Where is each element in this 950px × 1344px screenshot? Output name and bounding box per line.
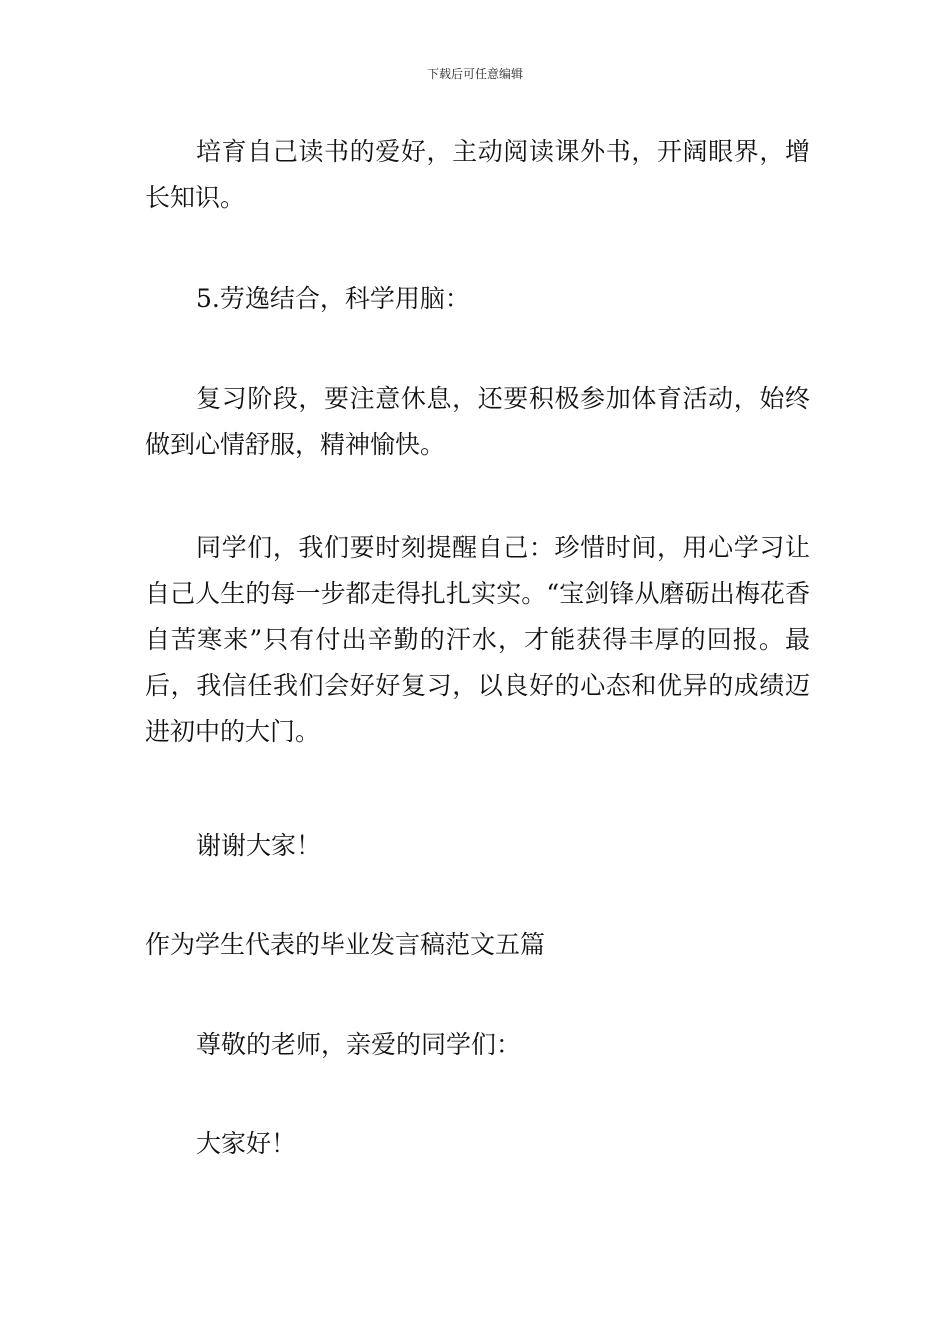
paragraph-text: 尊敬的老师，亲爱的同学们：: [196, 1030, 522, 1059]
paragraph-encouragement: [145, 525, 810, 755]
paragraph-text: 大家好！: [196, 1129, 297, 1158]
paragraph-text: 谢谢大家！: [196, 831, 322, 860]
paragraph-thanks: [145, 823, 810, 869]
section-title: [145, 922, 810, 968]
paragraph-reading-habit: [145, 129, 810, 221]
page-header: 下载后可任意编辑: [426, 67, 523, 81]
paragraph-hello: [145, 1121, 810, 1167]
paragraph-greeting: [145, 1022, 810, 1068]
paragraph-text: 同学们，我们要时刻提醒自己：珍惜时间，用心学习让自己人生的每一步都走得扎扎实实。“宝剑锋从磨砺出梅花香自苦寒来”只有付出辛勤的汗水，才能获得丰厚的回报。最后，我信任我们会好好复习，以良好的心态和优异的成绩迈进初中的大门。: [145, 533, 810, 746]
paragraph-text: 5.劳逸结合，科学用脑：: [196, 284, 470, 313]
paragraph-text: 培育自己读书的爱好，主动阅读课外书，开阔眼界，增长知识。: [145, 137, 810, 212]
paragraph-review-rest: [145, 376, 810, 468]
paragraph-text: 复习阶段，要注意休息，还要积极参加体育活动，始终做到心情舒服，精神愉快。: [145, 384, 810, 459]
paragraph-rest-heading: [145, 276, 810, 322]
section-title-text: 作为学生代表的毕业发言稿范文五篇: [145, 930, 546, 959]
